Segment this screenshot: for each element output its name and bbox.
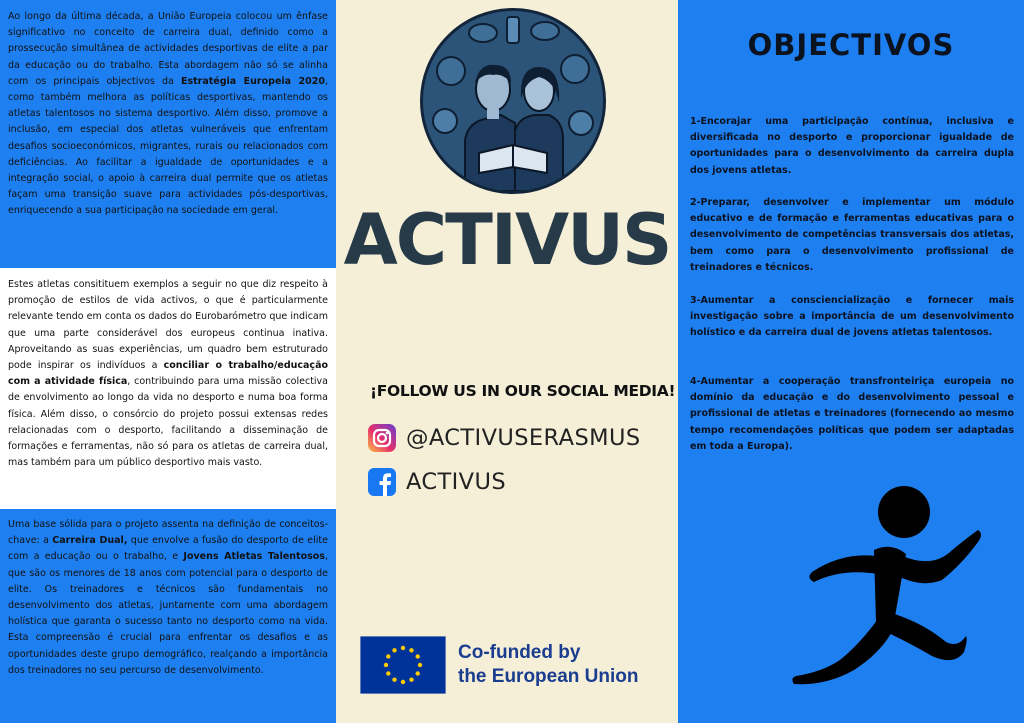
objective-item-4: 4-Aumentar a cooperação transfronteiriça europeia no domínio da educação e do desenvolvimento pessoal e profissional de atletas e treinadores (fornecendo ao mesmo tempo recomendações políticas que podem ser adaptadas em toda a Europa). — [690, 376, 1014, 452]
facebook-link[interactable] — [368, 468, 506, 496]
intro-paragraph — [0, 0, 336, 268]
intro-text-2: , como também melhora as políticas desportivas, mantendo os atletas talentosos no sistema desportivo. Além disso, promove a inclusão, em especial dos atletas vulneráveis que enfrentam desafios socioeconómicos, migrantes, rurais ou relacionados com deficiências. Ao facilitar a igualdade de oportunidades e a integração social, o apoio à carreira dual permite que os atletas façam uma transição suave para actividades pós-desportivas, enriquecendo a sua participação na sociedade em geral. — [8, 75, 328, 217]
athletes-bold-conciliar: conciliar o trabalho/educação com a atividade física — [8, 360, 329, 388]
runner-icon — [782, 472, 1002, 692]
brand-title: ACTIVUS — [343, 199, 671, 281]
objectives-title: OBJECTIVOS — [747, 28, 955, 62]
concepts-bold-dual-career: Carreira Dual, — [52, 535, 128, 547]
right-column — [678, 0, 1024, 723]
instagram-handle: @ACTIVUSERASMUS — [406, 425, 641, 451]
middle-column — [336, 0, 678, 723]
concepts-text-1: Uma base sólida para o projeto assenta na definição de conceitos-chave: a — [8, 519, 328, 547]
objective-item-3: 3-Aumentar a consciencialização e fornecer mais investigação sobre a importância de um desenvolvimento holístico e da carreira dual de jovens atletas talentosos. — [690, 295, 1014, 339]
objective-item-1: 1-Encorajar uma participação contínua, inclusiva e diversificada no desporto e proporcionar igualdade de oportunidades para o desenvolvimento da carreira dupla dos jovens atletas. — [690, 116, 1014, 176]
facebook-handle: ACTIVUS — [406, 469, 507, 495]
left-column — [0, 0, 336, 723]
instagram-link[interactable] — [368, 424, 641, 452]
activus-logo-illustration — [420, 8, 606, 194]
eu-funding-badge — [360, 636, 639, 694]
intro-text-1: Ao longo da última década, a União Europeia colocou um ênfase significativo no conceito de carreira dual, definido como a prossecução simultânea de actividades desportivas de elite a par da educação ou do trabalho. Esta abordagem não só se alinha com os principais objectivos da — [8, 11, 328, 87]
concepts-bold-young-athletes: Jovens Atletas Talentosos — [183, 551, 325, 563]
athletes-paragraph — [0, 268, 336, 509]
eu-line-2: the European Union — [458, 666, 639, 687]
athletes-text-2: , contribuindo para uma missão colectiva de envolvimento ao longo da vida no desporto e numa boa forma física. Além disso, o consórcio do projeto possui extensas redes relacionadas com o desporto, facilitando a disseminação de formações e ferramentas, não só para os atletas de carreira dual, mas também para um público desportivo mais vasto. — [8, 376, 328, 469]
follow-us-heading: ¡FOLLOW US IN OUR SOCIAL MEDIA! — [370, 382, 676, 400]
eu-line-1: Co-funded by — [458, 642, 581, 663]
objective-item-2: 2-Preparar, desenvolver e implementar um módulo educativo e de formação e ferramentas educativas para o desenvolvimento de competências transversais dos atletas, bem como para o desenvolvimento profissional de treinadores e técnicos. — [690, 197, 1014, 273]
concepts-text-2: que envolve a fusão do desporto de elite com a educação ou o trabalho, e — [8, 535, 328, 563]
intro-bold-strategy: Estratégia Europeia 2020 — [180, 75, 325, 87]
eu-flag-icon — [360, 636, 446, 694]
instagram-icon — [368, 424, 396, 452]
athletes-text-1: Estes atletas consitituem exemplos a seguir no que diz respeito à promoção de estilos de vida activos, o que é particularmente relevante tendo em conta os dados do Eurobarómetro que indicam que uma parte considerável dos europeus continua inativa. Aproveitando as suas experiências, um quadro bem estruturado pode inspirar os indivíduos a — [8, 279, 328, 372]
facebook-icon — [368, 468, 396, 496]
eu-cofunded-text — [458, 641, 639, 689]
concepts-text-3: , que são os menores de 18 anos com potencial para o desporto de elite. Os treinadores e técnicos são fundamentais no desenvolvimento dos atletas, juntamente com uma abordagem holística que garanta o sucesso tanto no desporto como na vida. Esta compreensão é crucial para enfrentar os desafios e as oportunidades deste grupo demográfico, realçando a importância dos treinadores no seu percurso de desenvolvimento. — [8, 551, 328, 676]
concepts-paragraph — [0, 509, 336, 723]
